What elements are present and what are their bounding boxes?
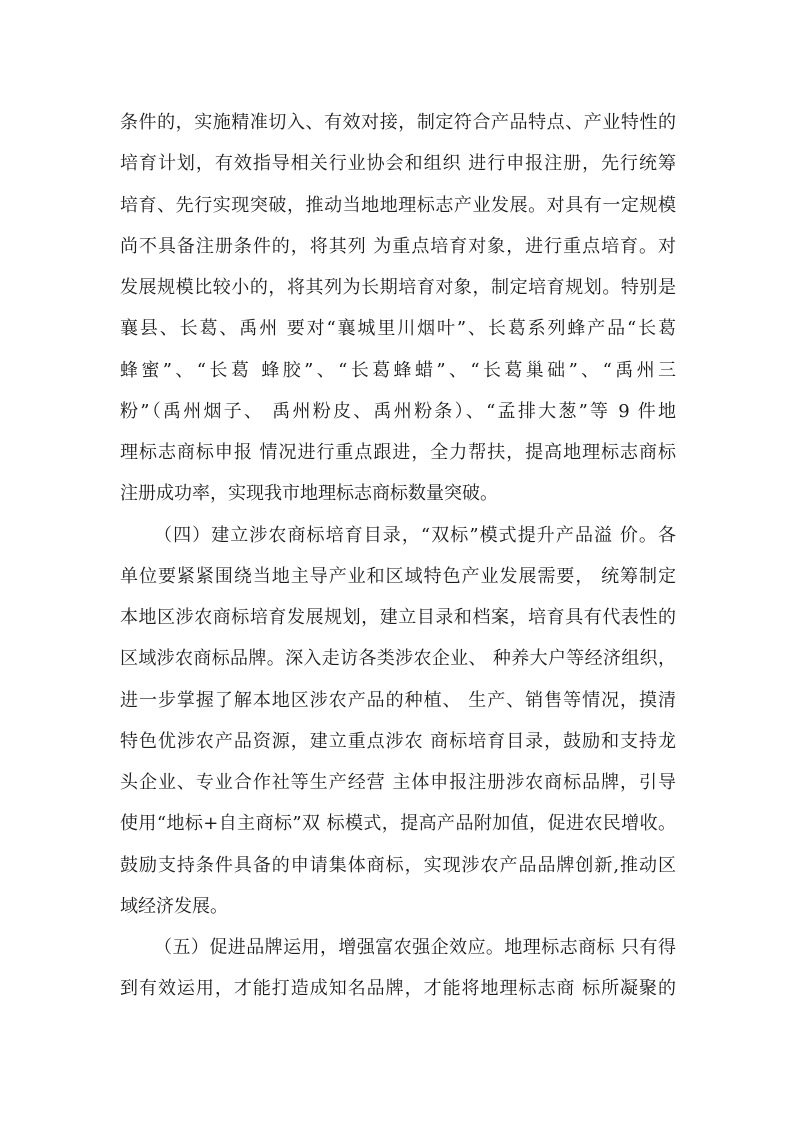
text-line: 区域涉农商标品牌。深入走访各类涉农企业、 种养大户等经济组织， [120, 648, 676, 670]
text-line: 头企业、专业合作社等生产经营 主体申报注册涉农商标品牌，引导 [120, 772, 676, 793]
text-line: 特色优涉农产品资源，建立重点涉农 商标培育目录，鼓励和支持龙 [120, 730, 676, 752]
text-line: 蜂蜜”、“长葛 蜂胶”、“长葛蜂蜡”、“长葛巢础”、“禹州三 [120, 359, 676, 381]
text-line: 域经济发展。 [120, 895, 228, 917]
text-line: 进一步掌握了解本地区涉农产品的种植、 生产、销售等情况，摸清 [120, 689, 676, 711]
document-body [120, 102, 676, 1010]
text-line: 粉”（禹州烟子、 禹州粉皮、禹州粉条）、“孟排大葱”等 9 件地 [120, 400, 676, 422]
text-line: 使用“地标+自主商标”双 标模式，提高产品附加值，促进农民增收。 [120, 813, 676, 835]
section-heading-line: （四）建立涉农商标培育目录，“双标”模式提升产品溢 价。各 [154, 524, 676, 546]
text-line: 注册成功率，实现我市地理标志商标数量突破。 [120, 483, 498, 505]
text-line: 本地区涉农商标培育发展规划，建立目录和档案，培育具有代表性的 [120, 607, 676, 628]
text-line: 理标志商标申报 情况进行重点跟进，全力帮扶，提高地理标志商标 [120, 442, 676, 463]
text-line: 单位要紧紧围绕当地主导产业和区域特色产业发展需要， 统筹制定 [120, 565, 676, 587]
text-line: 襄县、长葛、禹州 要对“襄城里川烟叶”、长葛系列蜂产品“长葛 [120, 318, 676, 340]
text-line: 到有效运用，才能打造成知名品牌，才能将地理标志商 标所凝聚的 [120, 978, 676, 1000]
text-line: 发展规模比较小的，将其列为长期培育对象，制定培育规划。特别是 [120, 277, 676, 298]
text-line: 培育计划，有效指导相关行业协会和组织 进行申报注册，先行统筹 [120, 153, 676, 175]
text-line: 尚不具备注册条件的，将其列 为重点培育对象，进行重点培育。对 [120, 235, 676, 257]
text-line: 条件的，实施精准切入、有效对接，制定符合产品特点、产业特性的 [120, 112, 676, 133]
section-heading-line: （五）促进品牌运用，增强富农强企效应。地理标志商标 只有得 [154, 937, 676, 958]
text-line: 鼓励支持条件具备的申请集体商标，实现涉农产品品牌创新,推动区 [120, 854, 676, 876]
text-line: 培育、先行实现突破，推动当地地理标志产业发展。对具有一定规模 [120, 194, 676, 216]
